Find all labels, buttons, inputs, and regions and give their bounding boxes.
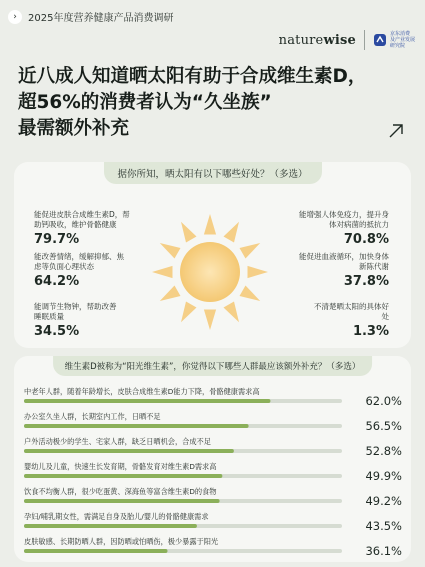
benefit-pct-mood: 64.2%	[34, 274, 80, 289]
target-groups-bar-chart	[22, 384, 406, 560]
report-title: 2025年度营养健康产品消费调研	[28, 13, 174, 24]
sun-benefits-card	[14, 162, 411, 348]
bar-row	[24, 387, 402, 408]
sun-ray	[224, 222, 240, 243]
bar	[24, 524, 197, 528]
target-groups-card	[14, 356, 411, 562]
bar-row	[24, 487, 402, 508]
bar-category-label: 孕妇/哺乳期女性，需满足自身及胎儿/婴儿的骨骼健康需求	[24, 512, 209, 521]
bar	[24, 399, 270, 403]
bar-category-label: 饮食不均衡人群，很少吃蛋黄、深海鱼等富含维生素D的食物	[24, 487, 217, 496]
logo-divider	[364, 30, 365, 50]
page-headline	[18, 64, 413, 142]
benefit-pct-circulation: 37.8%	[343, 274, 389, 289]
sun-ray	[152, 266, 173, 278]
headline-line-3: 最需额外补充	[18, 118, 130, 139]
benefit-pct-sleep: 34.5%	[34, 324, 80, 339]
sun-ray	[181, 302, 197, 323]
bar	[24, 549, 167, 553]
benefit-pct-unknown: 1.3%	[352, 324, 389, 339]
bar	[24, 499, 220, 503]
chevron-right-icon: ›	[8, 10, 22, 24]
benefit-item-sleep: 能调节生物钟，帮助改善睡眠质量 34.5%	[34, 302, 122, 340]
benefit-item-unknown: 不清楚晒太阳的具体好处 1.3%	[309, 302, 389, 340]
target-groups-question: 维生素D被称为“阳光维生素”，你觉得以下哪些人群最应该额外补充？（多选）	[53, 356, 373, 376]
sun-ray	[204, 214, 216, 235]
bar-row	[24, 462, 402, 483]
sun-ray	[224, 302, 240, 323]
bar-category-label: 户外活动极少的学生、宅家人群，缺乏日晒机会，合成不足	[24, 437, 211, 446]
benefit-item-circulation: 能促进血液循环，加快身体新陈代谢 37.8%	[299, 252, 389, 289]
bar-category-label: 皮肤敏感、长期防晒人群，因防晒或怕晒伤，极少暴露于阳光	[24, 537, 219, 546]
brand-logos	[279, 30, 415, 50]
bar-value-label: 49.2%	[365, 494, 402, 508]
bar-value-label: 43.5%	[365, 519, 402, 533]
sun-ray	[248, 266, 269, 278]
bar	[24, 474, 222, 478]
jd-research-mark-icon	[373, 33, 387, 47]
bar-value-label: 62.0%	[365, 394, 402, 408]
headline-line-1: 近八成人知道晒太阳有助于合成维生素D，	[18, 66, 367, 87]
benefit-item-immunity: 能增强人体免疫力，提升身体对病菌的抵抗力 70.8%	[293, 210, 389, 248]
bar-value-label: 52.8%	[365, 444, 402, 458]
sun-ray	[160, 286, 181, 302]
benefit-item-vitamin-d: 能促进皮肤合成维生素D，帮助钙吸收，维护骨骼健康 79.7%	[34, 210, 134, 248]
bar-value-label: 56.5%	[365, 419, 402, 433]
bar-category-label: 办公室久坐人群，长期室内工作，日晒不足	[24, 412, 161, 421]
bar-row	[24, 437, 402, 458]
jd-research-logo: 京东消费 及产业发展 研究院	[373, 31, 415, 49]
sun-ray	[181, 222, 197, 243]
report-tag	[8, 9, 173, 24]
bar	[24, 424, 249, 428]
sun-ray	[160, 243, 181, 259]
bar-row	[24, 537, 402, 558]
arrow-up-right-icon	[387, 122, 405, 140]
sun-ray	[240, 243, 261, 259]
bar	[24, 449, 234, 453]
bar-row	[24, 512, 402, 533]
bar-category-label: 婴幼儿及儿童，快速生长发育期，骨骼发育对维生素D需求高	[24, 462, 217, 471]
sun-illustration	[136, 204, 284, 340]
bar-row	[24, 412, 402, 433]
sun-benefits-question: 据你所知，晒太阳有以下哪些好处？（多选）	[103, 162, 321, 184]
sun-ray	[240, 286, 261, 302]
benefit-item-mood: 能改善情绪，缓解抑郁、焦虑等负面心理状态 64.2%	[34, 252, 128, 290]
benefit-pct-immunity: 70.8%	[343, 232, 389, 247]
benefit-pct-vitamin-d: 79.7%	[34, 232, 80, 247]
naturewise-logo: naturewise	[278, 32, 356, 48]
bar-category-label: 中老年人群，随着年龄增长，皮肤合成维生素D能力下降，骨骼健康需求高	[24, 387, 260, 396]
headline-line-2: 超56%的消费者认为“久坐族”	[18, 92, 272, 113]
bar-value-label: 36.1%	[365, 544, 402, 558]
sun-ray	[204, 310, 216, 331]
bar-value-label: 49.9%	[365, 469, 402, 483]
